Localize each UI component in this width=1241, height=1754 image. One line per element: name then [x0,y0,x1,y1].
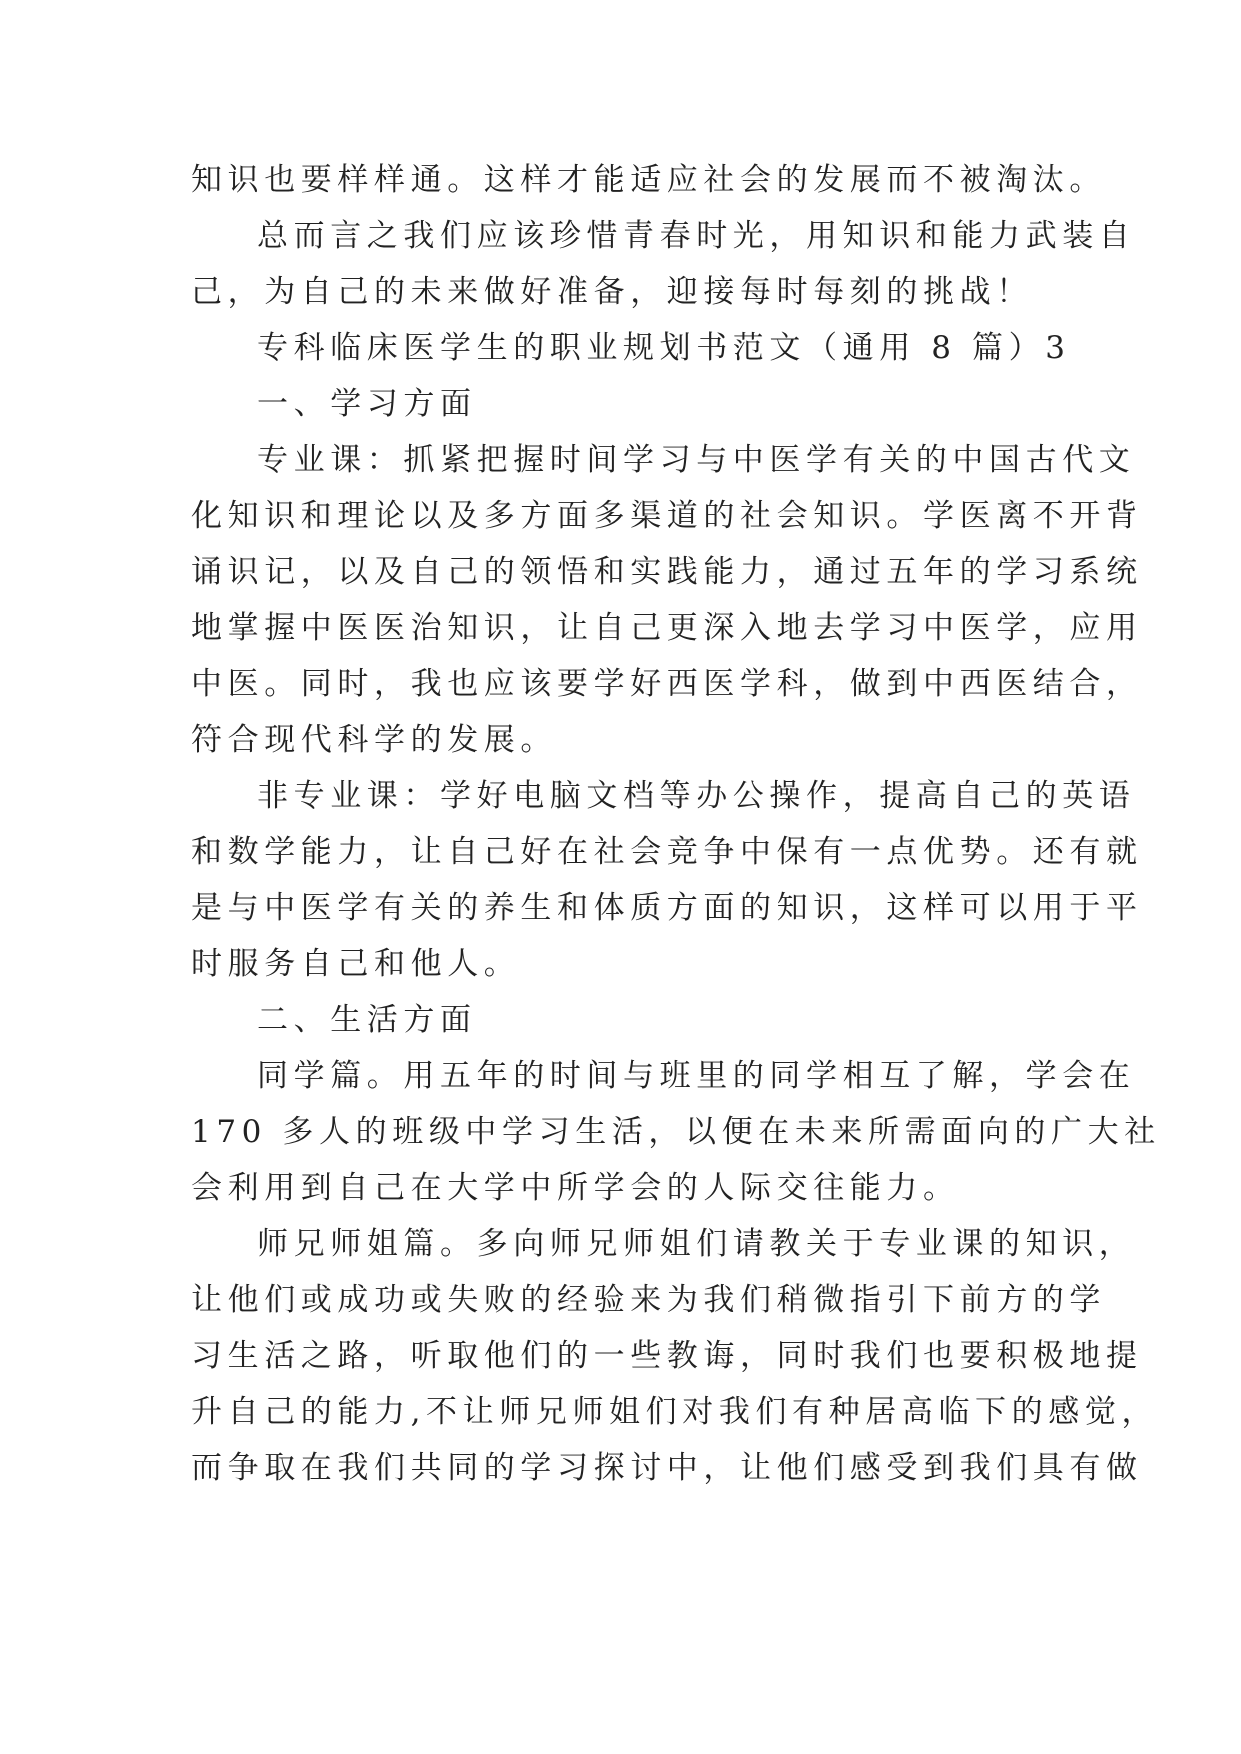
document-body [191,152,1161,1496]
section-heading: 一、学习方面 [257,386,477,422]
text-line: 让他们或成功或失败的经验来为我们稍微指引下前方的学 [191,1282,1106,1318]
text-line: 地掌握中医医治知识，让自己更深入地去学习中医学，应用 [191,610,1143,646]
text-line: 符合现代科学的发展。 [191,722,557,758]
text-line: 非专业课：学好电脑文档等办公操作，提高自己的英语 [257,778,1136,814]
text-line: 中医。同时，我也应该要学好西医学科，做到中西医结合， [191,666,1143,702]
section-heading: 专科临床医学生的职业规划书范文（通用 8 篇）3 [257,330,1071,366]
text-line: 会利用到自己在大学中所学会的人际交往能力。 [191,1170,960,1206]
text-line: 170 多人的班级中学习生活，以便在未来所需面向的广大社 [191,1114,1161,1150]
text-line: 同学篇。用五年的时间与班里的同学相互了解，学会在 [257,1058,1136,1094]
text-line: 专业课：抓紧把握时间学习与中医学有关的中国古代文 [257,442,1136,478]
text-line: 和数学能力，让自己好在社会竞争中保有一点优势。还有就 [191,834,1143,870]
section-heading: 二、生活方面 [257,1002,477,1038]
text-line: 总而言之我们应该珍惜青春时光，用知识和能力武装自 [257,218,1136,254]
text-line: 化知识和理论以及多方面多渠道的社会知识。学医离不开背 [191,498,1143,534]
text-line: 知识也要样样通。这样才能适应社会的发展而不被淘汰。 [191,162,1106,198]
text-line: 诵识记，以及自己的领悟和实践能力，通过五年的学习系统 [191,554,1143,590]
text-line: 而争取在我们共同的学习探讨中，让他们感受到我们具有做 [191,1450,1143,1486]
text-line: 己，为自己的未来做好准备，迎接每时每刻的挑战！ [191,274,1033,310]
text-line: 是与中医学有关的养生和体质方面的知识，这样可以用于平 [191,890,1143,926]
text-line: 习生活之路，听取他们的一些教诲，同时我们也要积极地提 [191,1338,1143,1374]
text-line: 时服务自己和他人。 [191,946,521,982]
text-line: 升自己的能力,不让师兄师姐们对我们有种居高临下的感觉， [191,1394,1159,1430]
text-line: 师兄师姐篇。多向师兄师姐们请教关于专业课的知识， [257,1226,1136,1262]
